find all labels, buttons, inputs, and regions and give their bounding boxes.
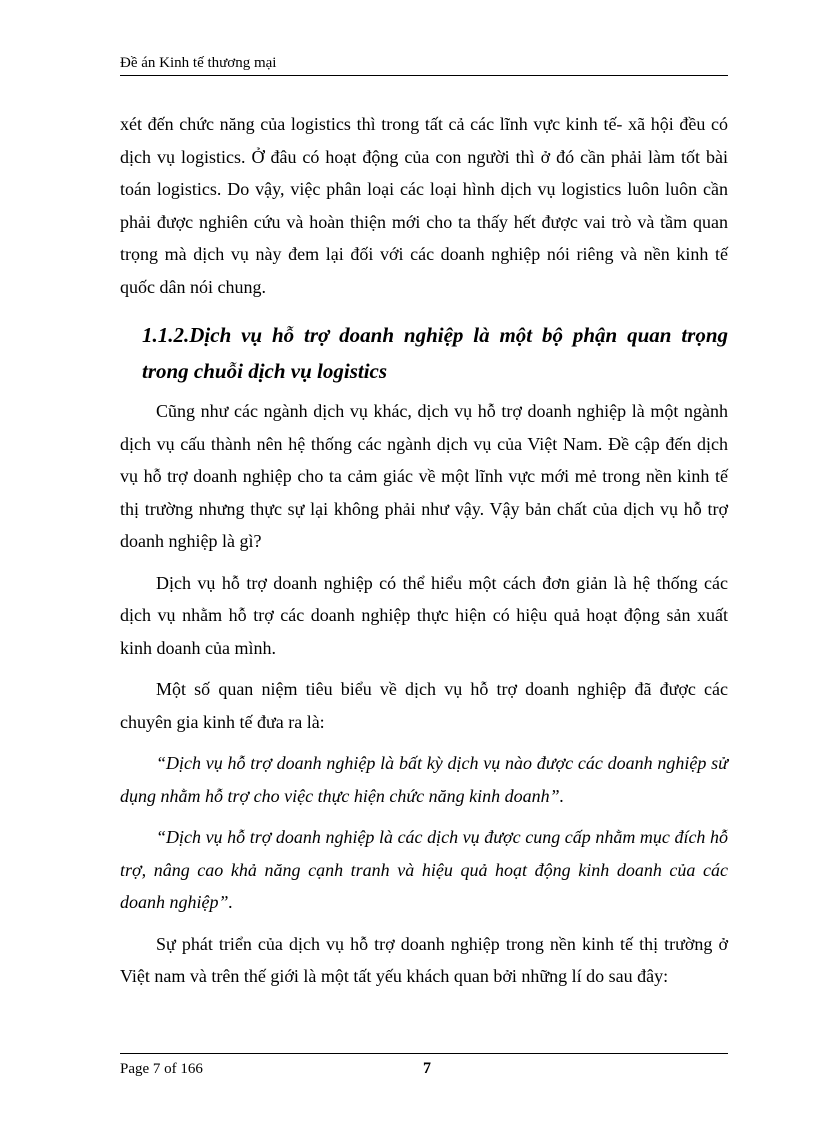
header-title: Đề án Kinh tế thương mại — [120, 55, 277, 71]
quote-paragraph: “Dịch vụ hỗ trợ doanh nghiệp là các dịch vụ được cung cấp nhằm mục đích hỗ trợ, nâng cao khả năng cạnh tranh và hiệu quả hoạt động kinh doanh của các doanh nghiệp”. — [120, 827, 728, 912]
document-body — [120, 108, 728, 993]
page-number: 7 — [423, 1060, 431, 1077]
quote-paragraph: “Dịch vụ hỗ trợ doanh nghiệp là bất kỳ dịch vụ nào được các doanh nghiệp sử dụng nhằm hỗ trợ cho việc thực hiện chức năng kinh doanh”. — [120, 753, 728, 806]
page-header — [120, 54, 728, 76]
paragraph: Sự phát triển của dịch vụ hỗ trợ doanh nghiệp trong nền kinh tế thị trường ở Việt nam và trên thế giới là một tất yếu khách quan bởi những lí do sau đây: — [120, 933, 728, 986]
paragraph-continuation: xét đến chức năng của logistics thì trong tất cả các lĩnh vực kinh tế- xã hội đều có dịch vụ logistics. Ở đâu có hoạt động của con người thì ở đó cần phải làm tốt bài toán logistics. Do vậy, việc phân loại các loại hình dịch vụ logistics luôn luôn cần phải được nghiên cứu và hoàn thiện mới cho ta thấy hết được vai trò và tầm quan trọng mà dịch vụ này đem lại đối với các doanh nghiệp nói riêng và nền kinh tế quốc dân nói chung. — [120, 114, 728, 297]
page-count-label: Page 7 of 166 — [120, 1061, 203, 1077]
paragraph: Một số quan niệm tiêu biểu về dịch vụ hỗ trợ doanh nghiệp đã được các chuyên gia kinh tế đưa ra là: — [120, 679, 728, 732]
paragraph: Cũng như các ngành dịch vụ khác, dịch vụ hỗ trợ doanh nghiệp là một ngành dịch vụ cấu thành nên hệ thống các ngành dịch vụ của Việt Nam. Đề cập đến dịch vụ hỗ trợ doanh nghiệp cho ta cảm giác về một lĩnh vực mới mẻ trong nền kinh tế thị trường nhưng thực sự lại không phải như vậy. Vậy bản chất của dịch vụ hỗ trợ doanh nghiệp là gì? — [120, 401, 728, 551]
section-heading: 1.1.2.Dịch vụ hỗ trợ doanh nghiệp là một bộ phận quan trọng trong chuỗi dịch vụ logistics — [142, 323, 728, 383]
paragraph: Dịch vụ hỗ trợ doanh nghiệp có thể hiểu một cách đơn giản là hệ thống các dịch vụ nhằm hỗ trợ các doanh nghiệp thực hiện có hiệu quả hoạt động sản xuất kinh doanh của mình. — [120, 572, 728, 658]
page-footer — [120, 1053, 728, 1077]
